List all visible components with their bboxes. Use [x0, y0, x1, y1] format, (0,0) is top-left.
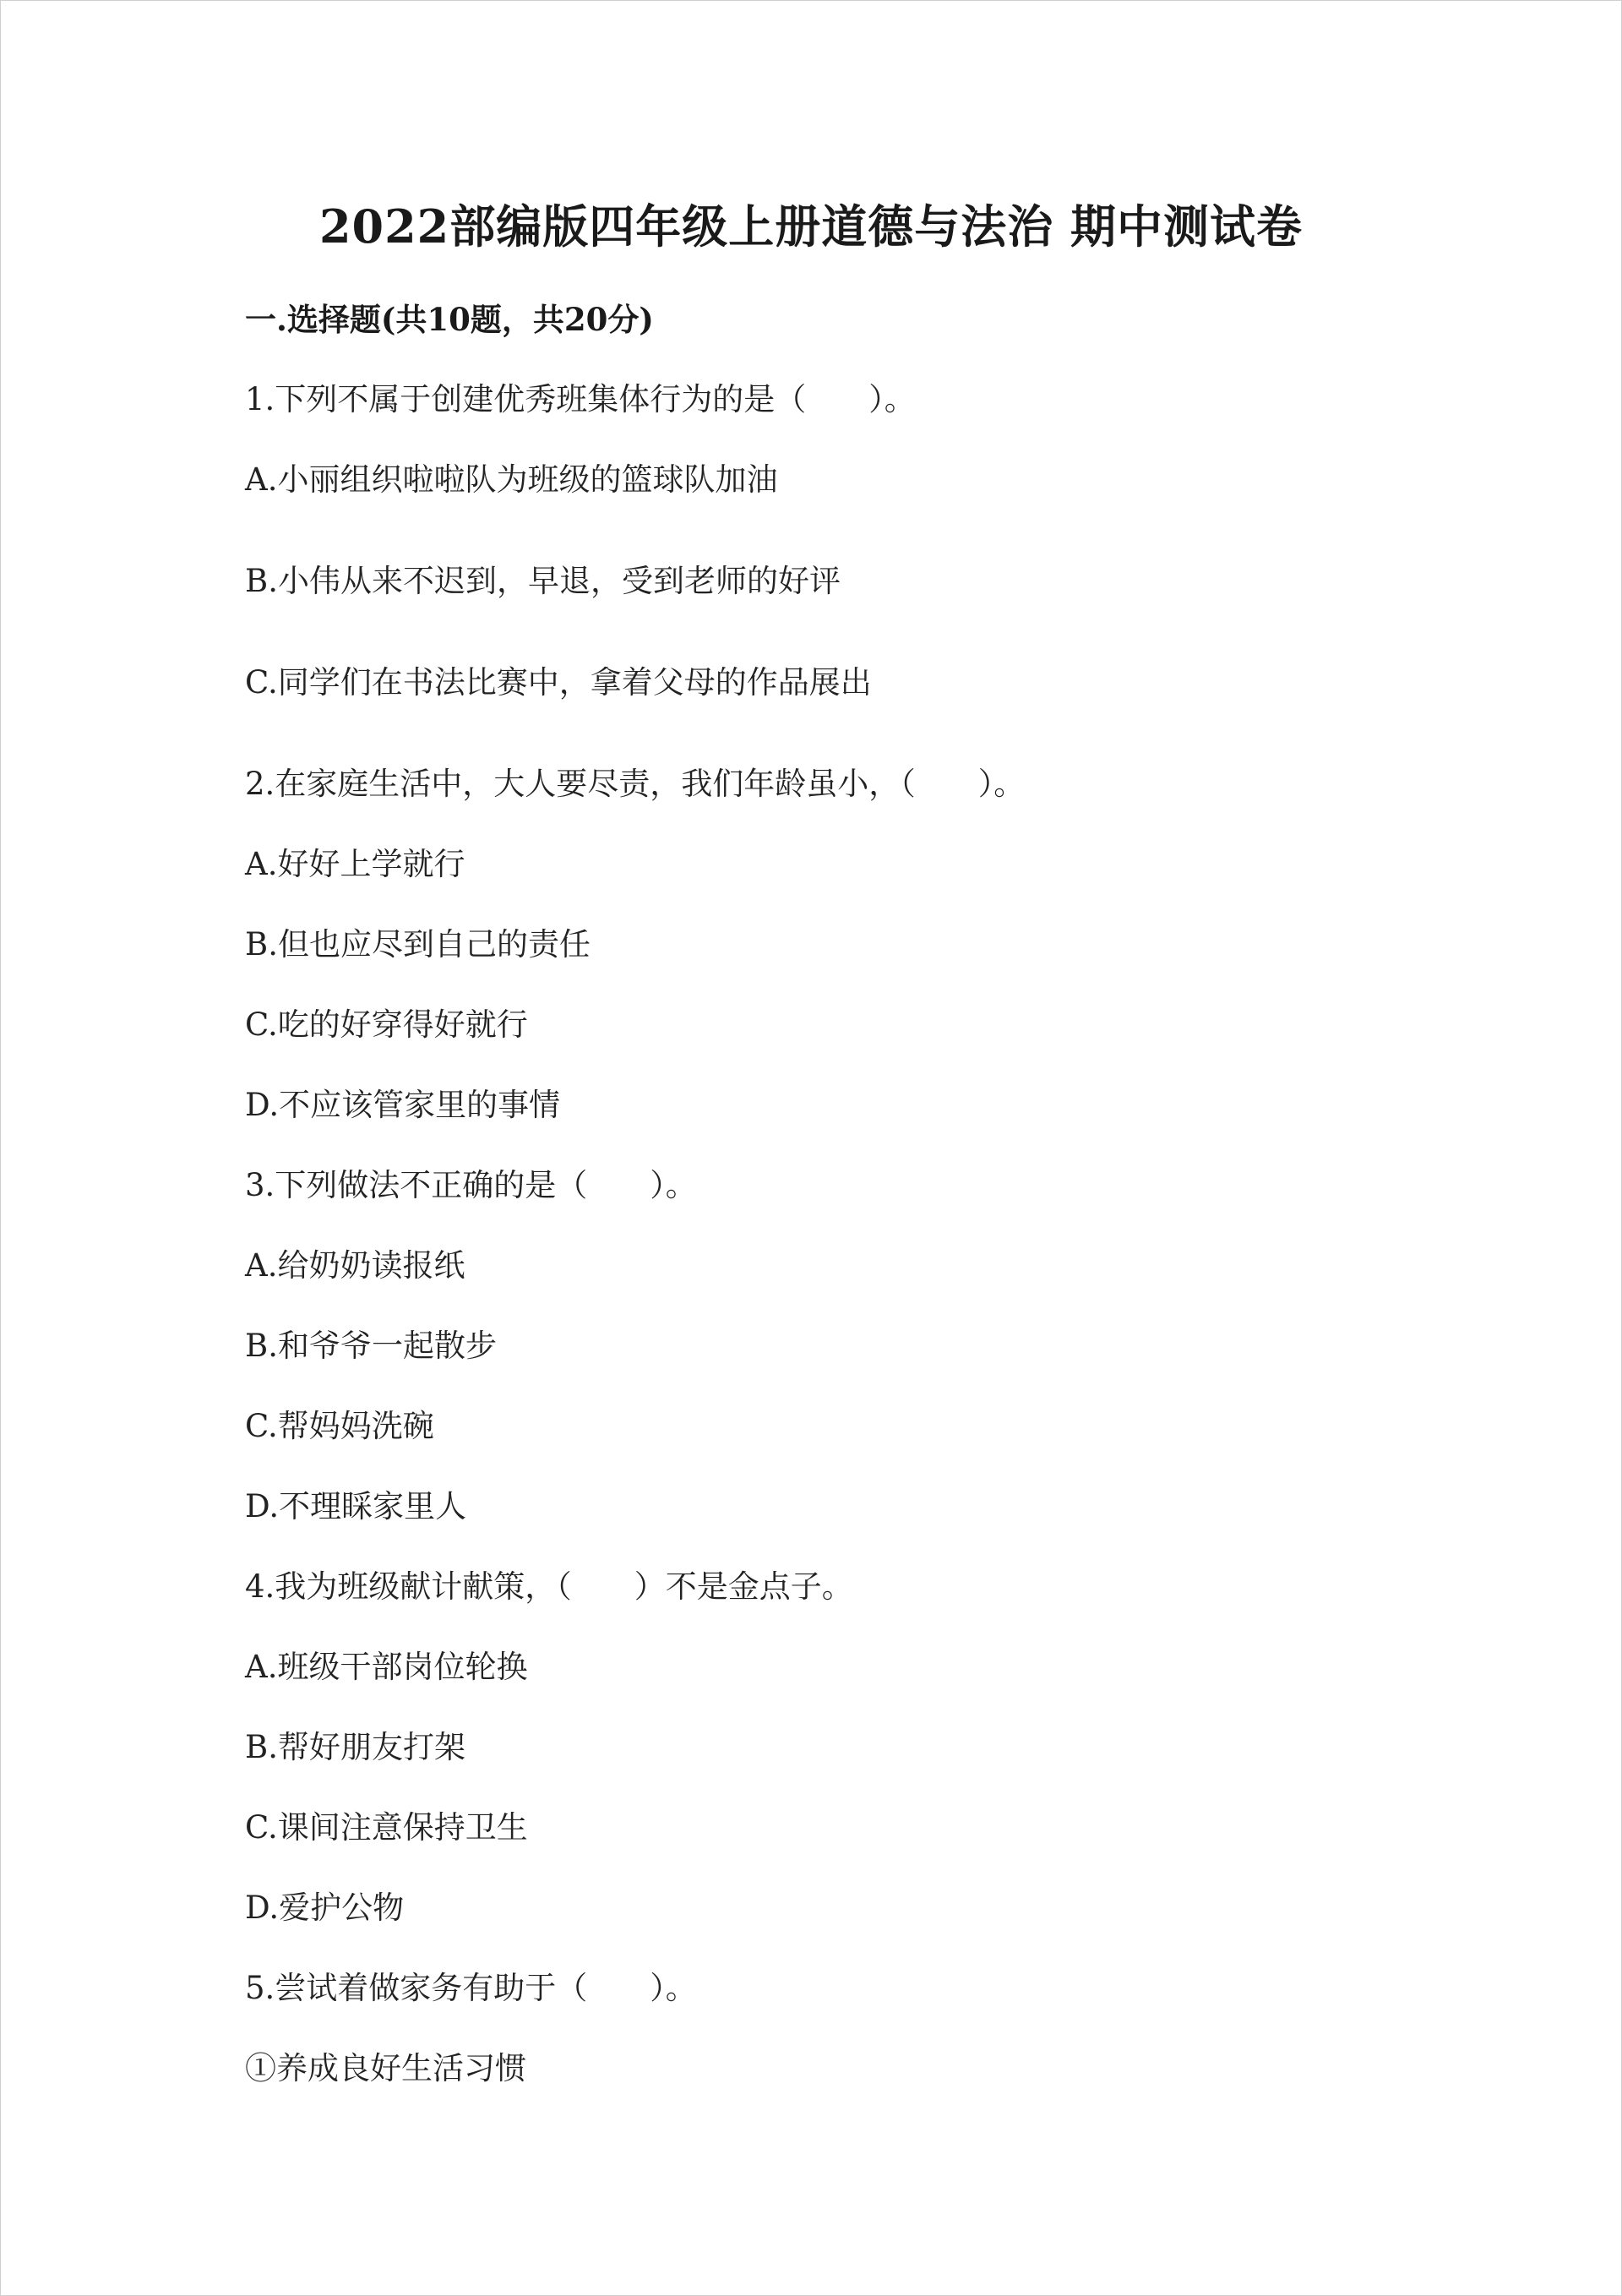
question-2-option-a: A.好好上学就行 — [245, 846, 465, 882]
question-4-option-a: A.班级干部岗位轮换 — [245, 1649, 528, 1685]
question-4-option-c: C.课间注意保持卫生 — [245, 1809, 528, 1846]
question-3-option-b: B.和爷爷一起散步 — [245, 1328, 497, 1364]
question-2-option-d: D.不应该管家里的事情 — [245, 1087, 561, 1123]
question-5-stem: 5.尝试着做家务有助于（ ）。 — [245, 1970, 697, 2006]
question-1-option-c: C.同学们在书法比赛中，拿着父母的作品展出 — [245, 664, 872, 701]
question-1-option-a: A.小丽组织啦啦队为班级的篮球队加油 — [245, 461, 778, 498]
question-5-option-1: ①养成良好生活习惯 — [245, 2050, 526, 2086]
question-4-option-b: B.帮好朋友打架 — [245, 1729, 465, 1765]
section-heading: 一.选择题(共10题，共20分) — [245, 301, 654, 338]
question-4-stem: 4.我为班级献计献策，（ ）不是金点子。 — [245, 1568, 853, 1605]
question-2-option-b: B.但也应尽到自己的责任 — [245, 926, 591, 963]
question-1-option-b: B.小伟从来不迟到，早退，受到老师的好评 — [245, 563, 841, 599]
document-title: 2022部编版四年级上册道德与法治 期中测试卷 — [318, 199, 1304, 254]
question-3-option-d: D.不理睬家里人 — [245, 1488, 467, 1524]
question-2-option-c: C.吃的好穿得好就行 — [245, 1006, 528, 1043]
question-4-option-d: D.爱护公物 — [245, 1890, 405, 1926]
question-3-option-a: A.给奶奶读报纸 — [245, 1247, 465, 1284]
question-3-stem: 3.下列做法不正确的是（ ）。 — [245, 1167, 697, 1203]
question-2-stem: 2.在家庭生活中，大人要尽责，我们年龄虽小，（ ）。 — [245, 766, 1026, 802]
question-1-stem: 1.下列不属于创建优秀班集体行为的是（ ）。 — [245, 381, 916, 417]
question-3-option-c: C.帮妈妈洗碗 — [245, 1408, 434, 1444]
